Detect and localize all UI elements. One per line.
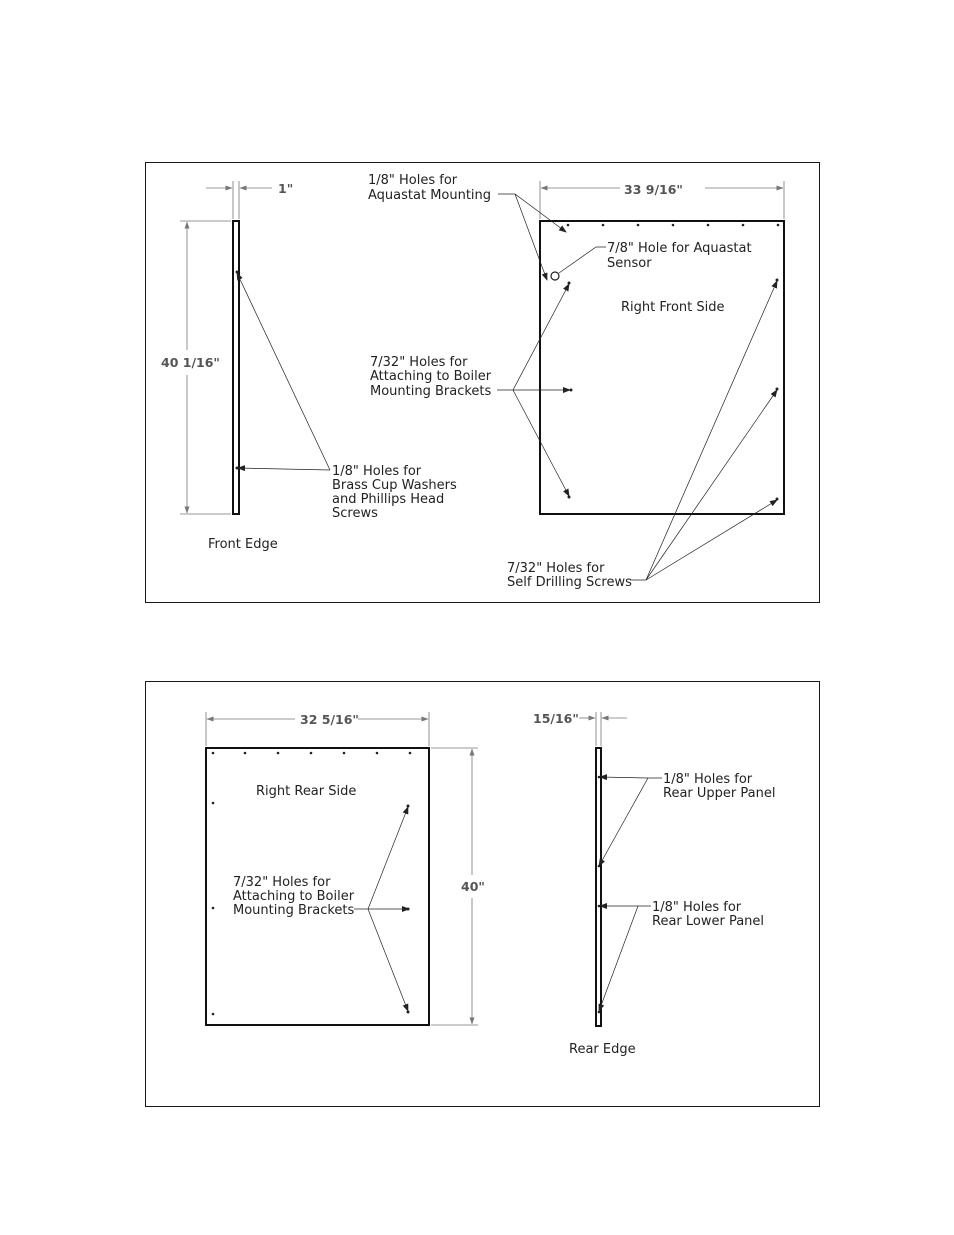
front-edge-panel [233, 221, 239, 514]
front-edge-caption: Front Edge [208, 537, 278, 552]
aquastat-sensor-callout: 7/8" Hole for Aquastat Sensor [607, 241, 752, 271]
right-front-top-hole [777, 224, 780, 227]
sheet-2 [146, 682, 820, 1107]
right-rear-top-hole [310, 752, 313, 755]
self-drilling-leader-middle [646, 390, 777, 580]
rear-edge-caption: Rear Edge [569, 1042, 636, 1057]
aquastat-mounting-callout: 1/8" Holes for Aquastat Mounting [368, 173, 492, 203]
aquastat-mount-leader-1 [498, 194, 566, 232]
right-rear-side-view [206, 712, 485, 1025]
front-edge-thickness-label: 1" [278, 181, 294, 196]
rear-edge-panel [596, 748, 601, 1026]
right-front-caption: Right Front Side [621, 300, 725, 315]
aquastat-sensor-leader [559, 247, 606, 273]
rear-edge-hole [598, 776, 601, 779]
right-front-top-hole [707, 224, 710, 227]
right-rear-width-label: 32 5/16" [300, 712, 359, 727]
right-rear-height-label: 40" [461, 879, 485, 894]
rear-edge-view [533, 711, 775, 1057]
rear-upper-leader-1 [600, 777, 662, 778]
right-front-panel [540, 221, 784, 514]
rear-bracket-leader-upper [354, 807, 408, 909]
right-front-width-label: 33 9/16" [624, 182, 683, 197]
boiler-bracket-callout-front: 7/32" Holes for Attaching to Boiler Mounting Brackets [370, 355, 492, 399]
right-rear-top-hole [212, 752, 215, 755]
brass-cup-leader-lower [238, 468, 330, 470]
rear-upper-leader-2 [599, 778, 648, 866]
right-rear-side-hole [212, 1013, 215, 1016]
right-rear-caption: Right Rear Side [256, 784, 357, 799]
brass-cup-leader-upper [237, 273, 330, 470]
rear-lower-leader-2 [599, 906, 638, 1011]
right-rear-side-hole [212, 907, 215, 910]
right-rear-top-hole [277, 752, 280, 755]
right-front-top-hole [602, 224, 605, 227]
self-drilling-leader-upper [630, 281, 777, 580]
right-rear-top-hole [343, 752, 346, 755]
rear-edge-thickness-label: 15/16" [533, 711, 579, 726]
right-front-top-hole [637, 224, 640, 227]
rear-upper-callout: 1/8" Holes for Rear Upper Panel [663, 772, 776, 801]
bracket-leader-upper [497, 284, 569, 390]
right-rear-top-hole [244, 752, 247, 755]
self-drilling-callout: 7/32" Holes for Self Drilling Screws [507, 561, 632, 590]
self-drilling-leader-lower [646, 500, 777, 580]
rear-bracket-leader-lower [368, 909, 408, 1011]
sheet-1 [146, 163, 820, 603]
boiler-bracket-callout-rear: 7/32" Holes for Attaching to Boiler Mounting Brackets [233, 875, 355, 918]
right-rear-side-hole [212, 802, 215, 805]
right-front-side-view [368, 173, 784, 590]
right-rear-top-hole [376, 752, 379, 755]
front-edge-height-label: 40 1/16" [161, 355, 220, 370]
aquastat-sensor-hole [551, 272, 559, 280]
rear-edge-hole [598, 1011, 601, 1014]
right-front-top-hole [742, 224, 745, 227]
brass-cup-callout: 1/8" Holes for Brass Cup Washers and Phillips Head Screws [332, 464, 457, 521]
aquastat-mount-leader-2 [515, 194, 547, 280]
rear-lower-callout: 1/8" Holes for Rear Lower Panel [652, 900, 765, 929]
right-front-top-hole [567, 224, 570, 227]
right-front-top-hole [672, 224, 675, 227]
rear-edge-hole [598, 905, 601, 908]
right-rear-top-hole [409, 752, 412, 755]
